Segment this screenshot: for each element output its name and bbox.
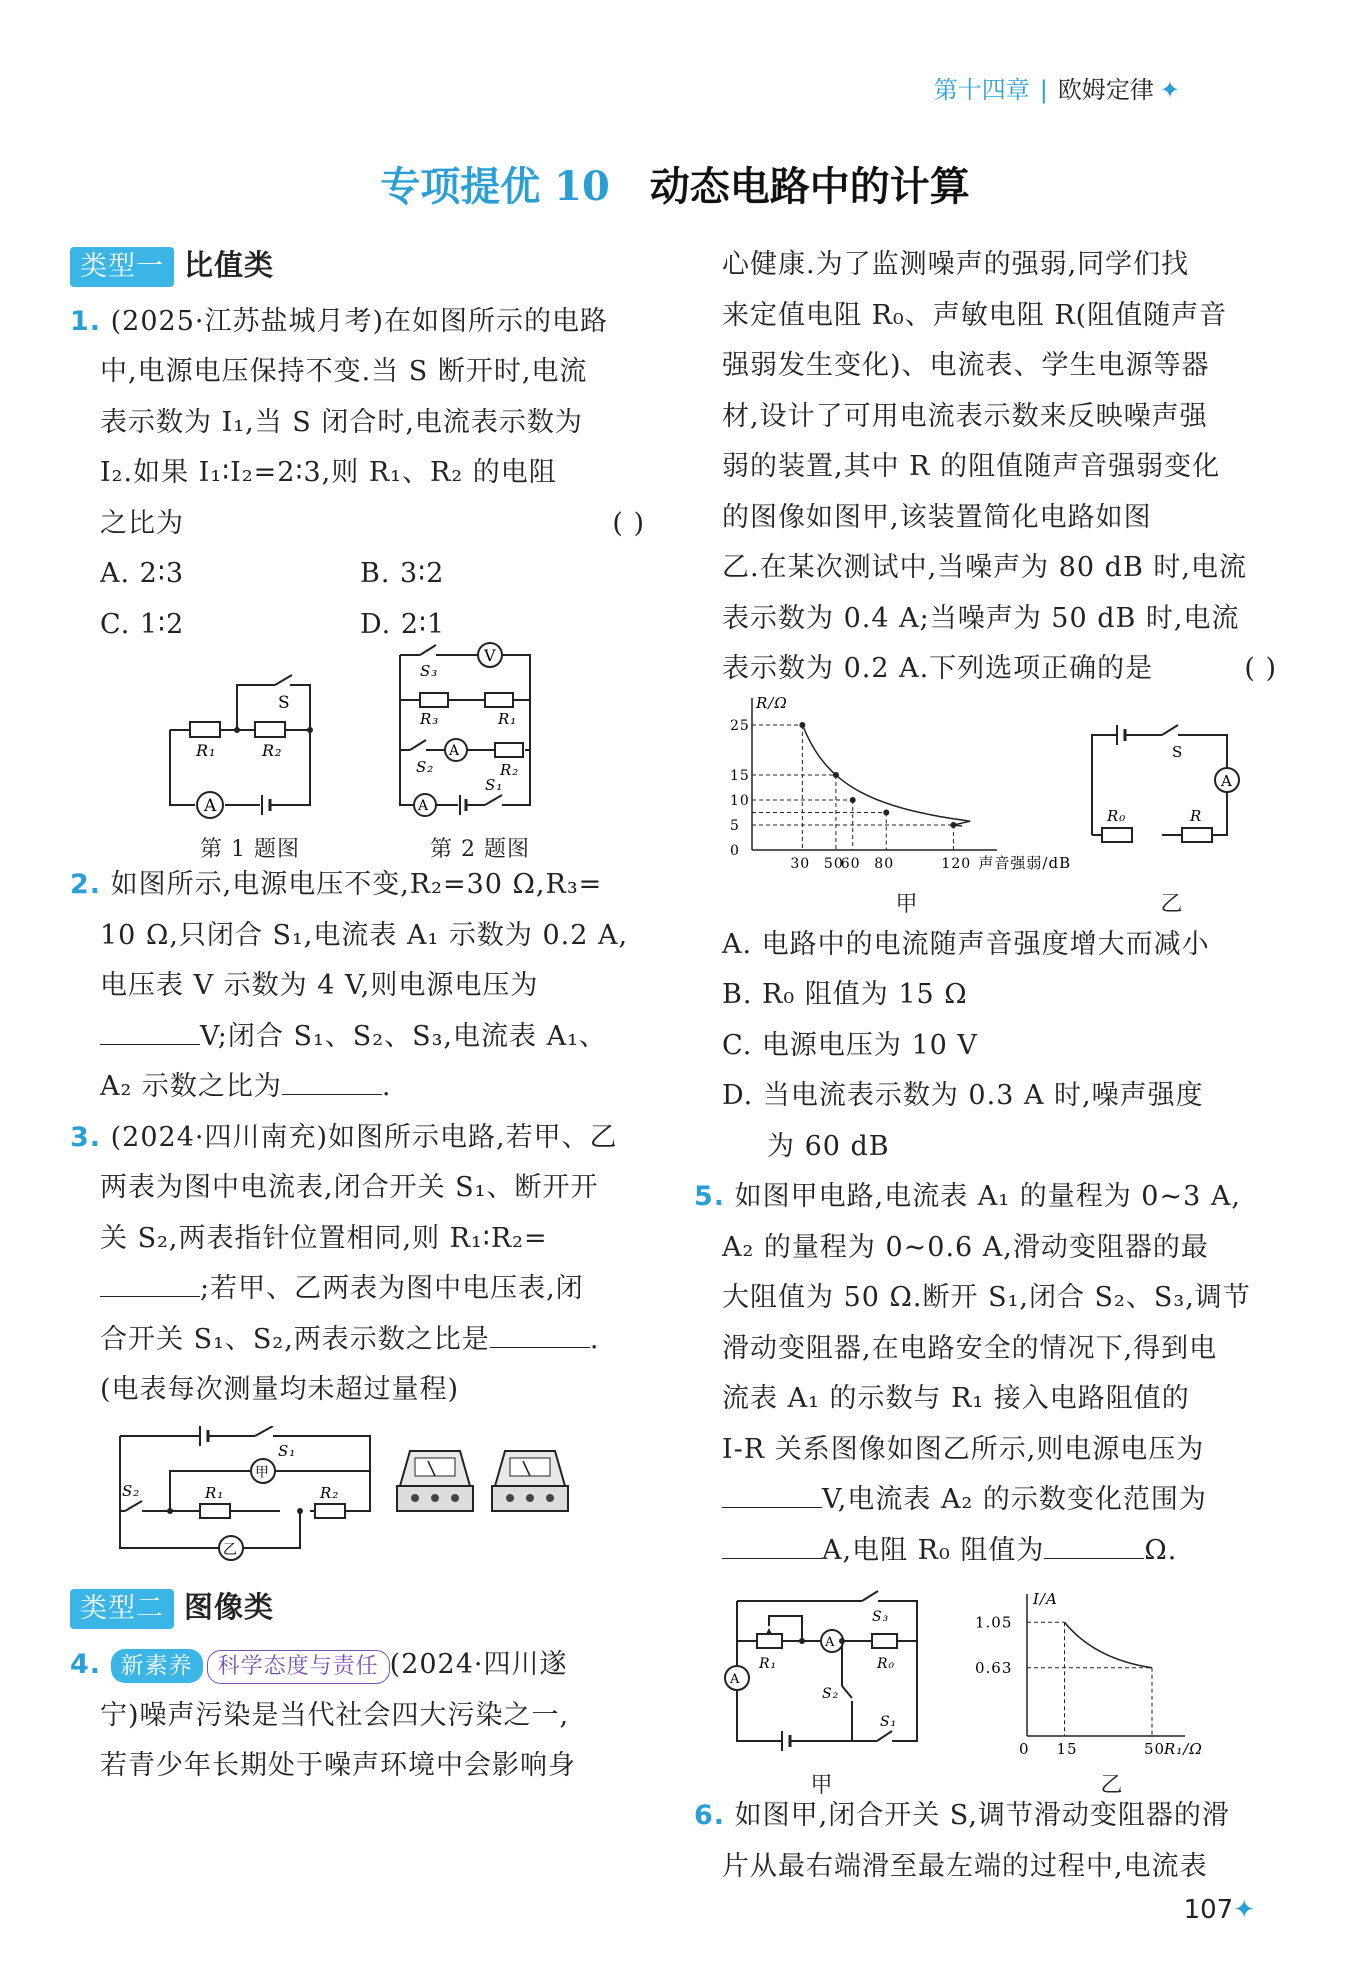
svg-text:甲: 甲 <box>255 1464 270 1481</box>
q1-line: I₂.如果 I₁∶I₂=2∶3,则 R₁、R₂ 的电阻 <box>100 457 557 488</box>
q5-line-text: V,电流表 A₂ 的示数变化范围为 <box>822 1484 1207 1515</box>
q3-line-text: 合开关 S₁、S₂,两表示数之比是 <box>100 1323 490 1355</box>
x-tick-label: 120 <box>941 855 972 872</box>
section-badge: 类型二 <box>70 1589 174 1629</box>
y-tick-label: 25 <box>730 717 750 734</box>
star-icon: ✦ <box>1233 1895 1255 1925</box>
q2-line-end: . <box>381 1071 392 1102</box>
resistor-r1 <box>190 722 220 737</box>
svg-text:S: S <box>1172 742 1184 761</box>
svg-text:S₁: S₁ <box>485 776 504 794</box>
resistor-r2 <box>315 1504 345 1518</box>
q3-line <box>70 1315 645 1366</box>
svg-text:R₂: R₂ <box>500 761 520 779</box>
q6-line: 片从最右端滑至最左端的过程中,电流表 <box>722 1850 1208 1882</box>
svg-text:R: R <box>1190 806 1203 825</box>
figure-4 <box>722 695 1277 920</box>
q5-line: 流表 A₁ 的示数与 R₁ 接入电路阻值的 <box>722 1383 1190 1414</box>
circuit-diagram-5 <box>722 1586 932 1756</box>
option-b[interactable]: B. R₀ 阻值为 15 Ω <box>722 979 968 1010</box>
svg-text:S₂: S₂ <box>416 758 435 776</box>
q4-line: 若青少年长期处于噪声环境中会影响身 <box>100 1750 576 1781</box>
figure-caption: 第 1 题图 <box>200 837 300 862</box>
option-b[interactable]: B. 3∶2 <box>360 558 445 589</box>
chapter-header <box>934 70 1180 105</box>
q1-line: 表示数为 I₁,当 S 闭合时,电流表示数为 <box>100 406 583 438</box>
svg-text:A: A <box>730 1672 741 1687</box>
answer-blank[interactable] <box>100 1274 200 1297</box>
svg-text:R₃: R₃ <box>420 710 440 728</box>
option-c[interactable]: C. 1∶2 <box>100 608 185 640</box>
section-badge: 类型一 <box>70 247 174 287</box>
svg-text:S: S <box>278 693 291 713</box>
figure-label-jia: 甲 <box>810 1773 834 1798</box>
answer-blank[interactable] <box>1044 1536 1144 1559</box>
svg-text:A: A <box>418 798 430 814</box>
y-tick-label: 0 <box>730 842 740 859</box>
section-name: 图像类 <box>184 1589 275 1624</box>
data-point <box>883 809 889 815</box>
answer-blank[interactable] <box>722 1536 822 1559</box>
svg-text:S₃: S₃ <box>872 1609 890 1625</box>
q3-line: (2024·四川南充)如图所示电路,若甲、乙 <box>110 1121 618 1153</box>
science-attitude-tag: 科学态度与责任 <box>207 1650 390 1684</box>
resistor-r2 <box>495 743 523 757</box>
answer-paren: ( ) <box>612 507 645 539</box>
option-d[interactable]: D. 2∶1 <box>360 608 446 640</box>
page-title <box>0 155 1350 212</box>
x-tick-label: 80 <box>874 855 895 872</box>
svg-text:S₁: S₁ <box>278 1441 297 1460</box>
answer-blank[interactable] <box>282 1072 382 1095</box>
page-number <box>1184 1895 1255 1925</box>
svg-text:V: V <box>484 646 497 665</box>
question-number: 3. <box>70 1121 102 1153</box>
q2-line: 如图所示,电源电压不变,R₂=30 Ω,R₃= <box>110 869 603 900</box>
resistor-r1 <box>485 693 513 707</box>
svg-text:R₀: R₀ <box>1107 806 1127 825</box>
figure-label-jia: 甲 <box>895 891 919 917</box>
q4-line <box>722 644 1277 695</box>
section-heading-1 <box>70 240 645 293</box>
svg-text:R₁: R₁ <box>759 1656 778 1672</box>
figure-label-yi: 乙 <box>1160 891 1184 917</box>
answer-blank[interactable] <box>490 1325 590 1348</box>
svg-text:A: A <box>204 796 218 816</box>
right-column <box>694 240 1277 1892</box>
figure-5 <box>722 1586 1277 1798</box>
q2-line: 电压表 V 示数为 4 V,则电源电压为 <box>100 970 539 1001</box>
question-5 <box>694 1172 1277 1576</box>
question-2 <box>70 860 645 1113</box>
svg-text:S₂: S₂ <box>822 1686 840 1702</box>
q5-line: 大阻值为 50 Ω.断开 S₁,闭合 S₂、S₃,调节 <box>722 1282 1251 1313</box>
option-a[interactable]: A. 电路中的电流随声音强度增大而减小 <box>722 928 1210 960</box>
q3-line-end: . <box>589 1323 600 1355</box>
q3-line: (电表每次测量均未超过量程) <box>100 1374 460 1405</box>
answer-paren: ( ) <box>1244 653 1277 684</box>
meter-device-icon <box>492 1451 568 1511</box>
q4-line: 表示数为 0.4 A;当噪声为 50 dB 时,电流 <box>722 602 1240 634</box>
sensor-resistor-r <box>1182 828 1212 842</box>
x-tick-label: 30 <box>790 855 811 872</box>
new-literacy-tag: 新素养 <box>111 1649 203 1683</box>
svg-text:乙: 乙 <box>223 1541 238 1558</box>
q3-line: 关 S₂,两表指针位置相同,则 R₁∶R₂= <box>100 1222 548 1254</box>
y-axis-label: I/A <box>1033 1590 1058 1608</box>
left-column <box>70 240 645 1792</box>
resistor-r0 <box>872 1634 897 1648</box>
rheostat-r1 <box>757 1634 782 1648</box>
question-number: 5. <box>694 1181 726 1212</box>
question-number: 4. <box>70 1649 102 1680</box>
q3-line <box>70 1264 645 1315</box>
q4-line: 弱的装置,其中 R 的阻值随声音强弱变化 <box>722 451 1221 482</box>
option-c[interactable]: C. 电源电压为 10 V <box>722 1029 978 1061</box>
q5-line: 如图甲电路,电流表 A₁ 的量程为 0~3 A, <box>734 1181 1241 1212</box>
data-point <box>833 772 839 778</box>
svg-text:A: A <box>449 743 461 759</box>
circuit-diagram-1 <box>130 670 330 820</box>
y-tick-label: 5 <box>730 817 740 834</box>
chapter-label: 第十四章 <box>933 76 1030 104</box>
data-curve <box>1065 1622 1153 1668</box>
q5-line: I-R 关系图像如图乙所示,则电源电压为 <box>722 1433 1205 1465</box>
question-number: 6. <box>694 1800 726 1831</box>
q6-line: 如图甲,闭合开关 S,调节滑动变阻器的滑 <box>734 1800 1230 1831</box>
answer-blank[interactable] <box>100 1022 200 1045</box>
star-icon: ✦ <box>1159 76 1180 104</box>
meter-device-icon <box>397 1451 473 1511</box>
x-tick-label: 50 <box>1144 1740 1166 1756</box>
option-d-cont: 为 60 dB <box>767 1130 890 1162</box>
data-point <box>850 797 856 803</box>
circuit-diagram-2 <box>390 640 565 820</box>
data-point <box>799 722 805 728</box>
q5-line: 滑动变阻器,在电路安全的情况下,得到电 <box>722 1332 1218 1364</box>
q1-line <box>70 499 645 550</box>
q4-source: (2024·四川遂 <box>389 1649 568 1680</box>
circuit-diagram-4 <box>1082 715 1252 845</box>
q2-line-text: A₂ 示数之比为 <box>100 1071 282 1102</box>
section-name: 比值类 <box>184 248 275 282</box>
q1-line: (2025·江苏盐城月考)在如图所示的电路 <box>110 305 609 337</box>
page-number-text: 107 <box>1183 1895 1234 1925</box>
q1-line: 中,电源电压保持不变.当 S 断开时,电流 <box>100 356 588 387</box>
svg-text:R₁: R₁ <box>205 1483 225 1502</box>
q4-line: 来定值电阻 R₀、声敏电阻 R(阻值随声音 <box>722 299 1228 331</box>
q2-line <box>70 1012 645 1063</box>
y-axis-label: R/Ω <box>756 694 788 712</box>
title-sub: 动态电路中的计算 <box>649 163 970 210</box>
q4-resistance-chart <box>722 695 1072 875</box>
q4-line: 宁)噪声污染是当代社会四大污染之一, <box>100 1699 570 1731</box>
x-tick-label: 50 <box>823 855 844 872</box>
svg-text:S₂: S₂ <box>122 1481 141 1500</box>
option-d[interactable]: D. 当电流表示数为 0.3 A 时,噪声强度 <box>722 1080 1204 1111</box>
svg-text:S₃: S₃ <box>420 662 439 680</box>
x-tick-label: 0 <box>1019 1740 1030 1756</box>
q1-last: 之比为 <box>100 507 184 539</box>
resistor-r1 <box>200 1504 230 1518</box>
resistor-r2 <box>255 722 285 737</box>
q4-line: 材,设计了可用电流表示数来反映噪声强 <box>722 400 1208 432</box>
q5-line <box>722 1475 1277 1526</box>
question-number: 2. <box>70 869 102 900</box>
q4-line: 强弱发生变化)、电流表、学生电源等器 <box>722 350 1210 381</box>
x-axis-label: 声音强弱/dB <box>978 853 1072 872</box>
question-number: 1. <box>70 305 102 337</box>
header-separator: | <box>1039 76 1048 104</box>
x-tick-label: 60 <box>840 855 861 872</box>
x-tick-label: 15 <box>1056 1740 1078 1756</box>
y-tick-label: 10 <box>730 792 750 809</box>
q4-line: 乙.在某次测试中,当噪声为 80 dB 时,电流 <box>722 552 1247 583</box>
svg-text:R₁: R₁ <box>196 741 217 760</box>
q3-line-text: ;若甲、乙两表为图中电压表,闭 <box>200 1273 584 1304</box>
q5-line <box>722 1526 1277 1577</box>
figure-label-yi: 乙 <box>1100 1773 1124 1798</box>
y-tick-label: 0.63 <box>975 1658 1013 1677</box>
q5-line-text: A,电阻 R₀ 阻值为 <box>822 1534 1045 1566</box>
q5-line: A₂ 的量程为 0~0.6 A,滑动变阻器的最 <box>722 1231 1209 1263</box>
q4-options <box>722 920 1277 1173</box>
q4-line: 心健康.为了监测噪声的强弱,同学们找 <box>722 249 1190 280</box>
option-a[interactable]: A. 2∶3 <box>100 558 185 589</box>
figures-1-2 <box>70 646 645 862</box>
y-tick-label: 15 <box>730 767 750 784</box>
resistor-r3 <box>420 693 448 707</box>
q3-line: 两表为图中电流表,闭合开关 S₁、断开开 <box>100 1172 599 1203</box>
svg-text:R₀: R₀ <box>877 1656 896 1672</box>
q5-line-end: Ω. <box>1144 1534 1178 1566</box>
q2-line-text: V;闭合 S₁、S₂、S₃,电流表 A₁、 <box>200 1020 607 1052</box>
y-tick-label: 1.05 <box>975 1613 1013 1632</box>
svg-text:S₁: S₁ <box>880 1714 898 1730</box>
figure-caption: 第 2 题图 <box>430 837 530 862</box>
q1-options-row <box>70 549 645 600</box>
q5-current-chart <box>962 1586 1222 1756</box>
data-point <box>950 822 956 828</box>
figure-3 <box>70 1426 645 1576</box>
title-main: 专项提优 10 <box>380 163 610 210</box>
svg-text:R₂: R₂ <box>262 741 283 760</box>
q2-line <box>70 1062 645 1113</box>
x-axis-label: R₁/Ω <box>1164 1740 1203 1756</box>
svg-text:A: A <box>825 1635 836 1650</box>
question-4 <box>70 1640 645 1792</box>
chapter-topic: 欧姆定律 <box>1057 76 1154 104</box>
svg-text:A: A <box>1221 771 1233 790</box>
question-3 <box>70 1113 645 1416</box>
q4-last: 表示数为 0.2 A.下列选项正确的是 <box>722 653 1154 684</box>
circuit-diagram-3 <box>110 1426 580 1566</box>
svg-text:R₁: R₁ <box>498 710 518 728</box>
resistor-r0 <box>1102 828 1132 842</box>
question-1 <box>70 297 645 651</box>
answer-blank[interactable] <box>722 1485 822 1508</box>
section-heading-2 <box>70 1582 645 1635</box>
q4-line: 的图像如图甲,该装置简化电路如图 <box>722 501 1152 533</box>
svg-text:R₂: R₂ <box>320 1483 340 1502</box>
q2-line: 10 Ω,只闭合 S₁,电流表 A₁ 示数为 0.2 A, <box>100 919 629 951</box>
